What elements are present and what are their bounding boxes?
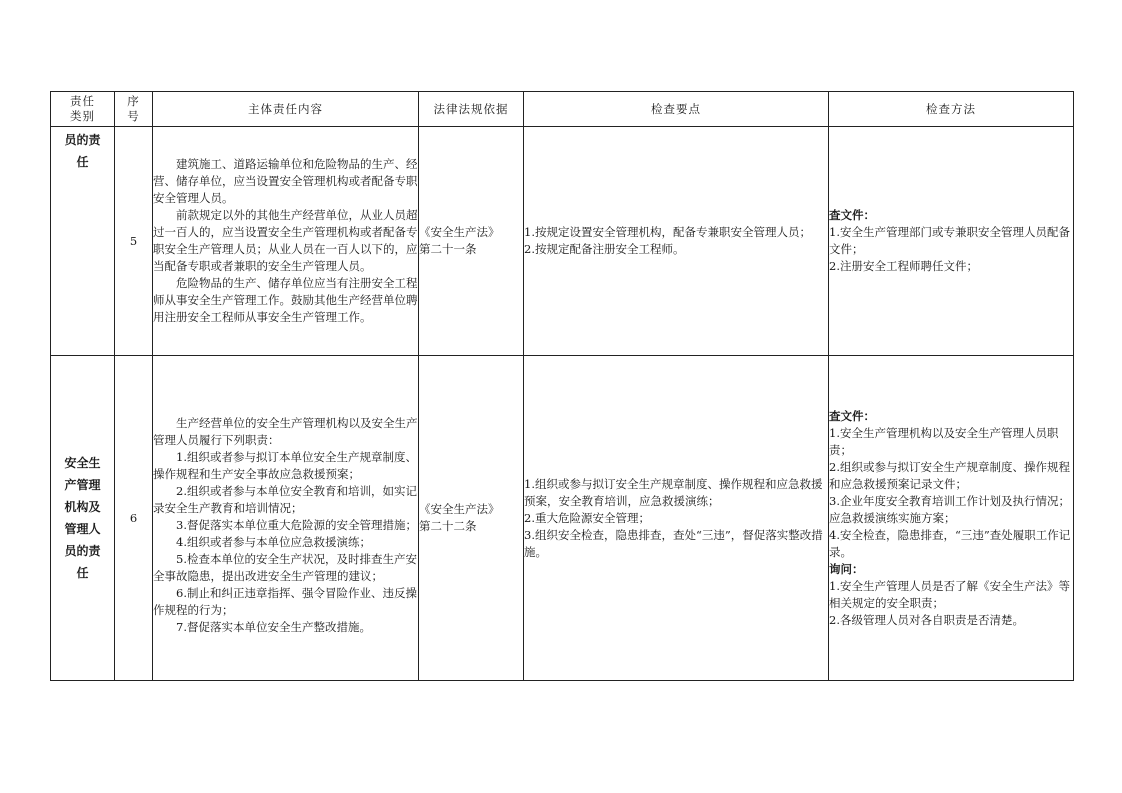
- category-line: 任: [76, 566, 89, 580]
- method-item: 2.组织或参与拟订安全生产规章制度、操作规程和应急救援预案记录文件；: [829, 459, 1070, 491]
- table-row: [51, 356, 1074, 681]
- method-item: 1.安全生产管理人员是否了解《安全生产法》等相关规定的安全职责；: [829, 578, 1070, 610]
- row-content: [153, 127, 419, 356]
- point-item: 3.组织安全检查，隐患排查，查处“三违”，督促落实整改措施。: [524, 527, 823, 559]
- method-item: 2.各级管理人员对各自职责是否清楚。: [829, 612, 1024, 627]
- header-serial: [115, 92, 153, 127]
- category-line: 员的责: [64, 544, 101, 558]
- row-category: [51, 127, 115, 356]
- law-line: 《安全生产法》: [419, 502, 500, 516]
- row-category: [51, 356, 115, 681]
- category-line: 机构及: [64, 500, 101, 514]
- point-item: 1.按规定设置安全管理机构，配备专兼职安全管理人员；: [524, 225, 811, 239]
- row-method: [829, 356, 1074, 681]
- law-line: 《安全生产法》: [419, 225, 500, 239]
- method-item: 2.注册安全工程师聘任文件；: [829, 259, 978, 273]
- point-item: 2.按规定配备注册安全工程师。: [524, 242, 685, 256]
- row-serial: 6: [115, 356, 153, 681]
- content-paragraph: 4.组织或者参与本单位应急救援演练；: [176, 534, 371, 549]
- category-line: 员的责: [64, 133, 101, 147]
- content-paragraph: 危险物品的生产、储存单位应当有注册安全工程师从事安全生产管理工作。鼓励其他生产经营单位聘用注册安全工程师从事安全生产管理工作。: [153, 276, 418, 324]
- table-row: [51, 127, 1074, 356]
- category-line: 任: [76, 155, 89, 169]
- method-item: 4.安全检查，隐患排查，“三违”查处履职工作记录。: [829, 527, 1071, 559]
- row-method: [829, 127, 1074, 356]
- content-paragraph: 前款规定以外的其他生产经营单位，从业人员超过一百人的，应当设置安全生产管理机构或者配备专职安全生产管理人员；从业人员在一百人以下的，应当配备专职或者兼职的安全生产管理人员。: [153, 208, 418, 273]
- header-category: [51, 92, 115, 127]
- content-paragraph: 3.督促落实本单位重大危险源的安全管理措施；: [176, 517, 417, 532]
- content-paragraph: 7.督促落实本单位安全生产整改措施。: [176, 619, 371, 634]
- content-paragraph: 建筑施工、道路运输单位和危险物品的生产、经营、储存单位，应当设置安全管理机构或者配备专职安全管理人员。: [153, 157, 418, 205]
- category-line: 管理人: [64, 522, 101, 536]
- method-item: 3.企业年度安全教育培训工作计划及执行情况；应急救援演练实施方案；: [829, 493, 1070, 525]
- header-serial-line2: 号: [127, 109, 140, 123]
- row-content: [153, 356, 419, 681]
- content-paragraph: 生产经营单位的安全生产管理机构以及安全生产管理人员履行下列职责：: [153, 415, 418, 447]
- header-law: 法律法规依据: [419, 92, 524, 127]
- content-paragraph: 6.制止和纠正违章指挥、强令冒险作业、违反操作规程的行为；: [153, 585, 417, 617]
- category-line: 产管理: [64, 478, 101, 492]
- method-item: 1.安全生产管理部门或专兼职安全管理人员配备文件；: [829, 225, 1070, 256]
- row-law: [419, 127, 524, 356]
- method-heading: 查文件：: [829, 208, 875, 222]
- content-paragraph: 5.检查本单位的安全生产状况，及时排查生产安全事故隐患，提出改进安全生产管理的建议；: [153, 551, 417, 583]
- header-serial-line1: 序: [127, 94, 140, 108]
- row-law: [419, 356, 524, 681]
- method-heading: 查文件：: [829, 408, 875, 423]
- header-row: [51, 92, 1074, 127]
- method-item: 1.安全生产管理机构以及安全生产管理人员职责；: [829, 425, 1059, 457]
- content-paragraph: 2.组织或者参与本单位安全教育和培训，如实记录安全生产教育和培训情况；: [153, 483, 417, 515]
- law-line: 第二十一条: [419, 242, 477, 256]
- header-method: 检查方法: [829, 92, 1074, 127]
- header-content: 主体责任内容: [153, 92, 419, 127]
- content-paragraph: 1.组织或者参与拟订本单位安全生产规章制度、操作规程和生产安全事故应急救援预案；: [153, 449, 417, 481]
- header-points: 检查要点: [524, 92, 829, 127]
- header-category-line2: 类别: [70, 109, 95, 123]
- header-category-line1: 责任: [70, 94, 95, 108]
- method-heading: 询问：: [829, 561, 864, 576]
- point-item: 1.组织或参与拟订安全生产规章制度、操作规程和应急救援预案，安全教育培训，应急救援演练；: [524, 476, 823, 508]
- row-points: [524, 356, 829, 681]
- law-line: 第二十二条: [419, 519, 477, 533]
- row-points: [524, 127, 829, 356]
- category-line: 安全生: [64, 456, 101, 470]
- responsibility-table: [50, 91, 1074, 681]
- row-serial: 5: [115, 127, 153, 356]
- point-item: 2.重大危险源安全管理；: [524, 510, 650, 525]
